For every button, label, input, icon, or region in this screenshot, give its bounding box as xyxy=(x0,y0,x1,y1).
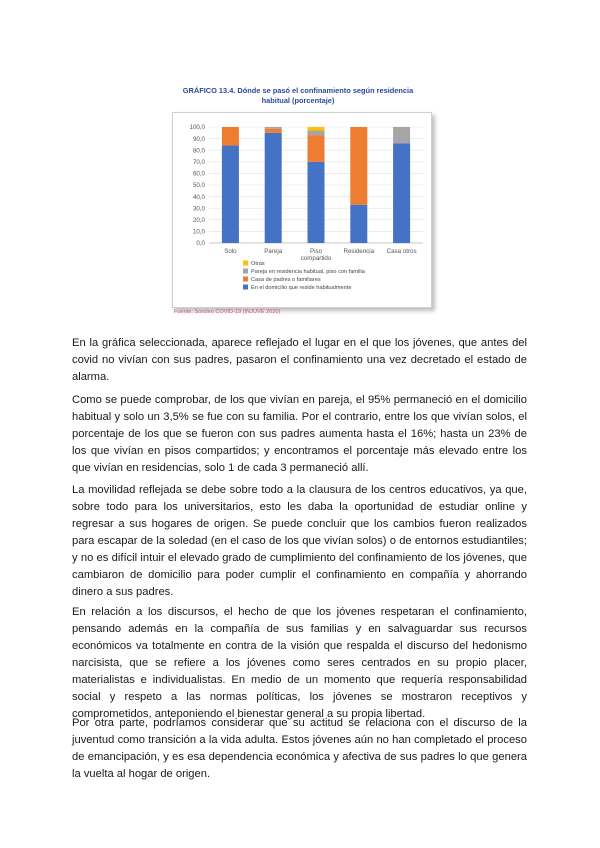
legend-swatch xyxy=(243,261,248,266)
y-tick-label: 80,0 xyxy=(192,147,205,155)
bar-segment xyxy=(308,162,325,243)
y-tick-label: 100,0 xyxy=(189,124,205,132)
y-tick-label: 30,0 xyxy=(192,205,205,213)
y-tick-label: 60,0 xyxy=(192,170,205,178)
bar-segment xyxy=(222,127,239,146)
x-tick-label: Casa otros xyxy=(386,248,417,255)
paragraph-4: En relación a los discursos, el hecho de que los jóvenes respetaran el confinamiento, pensando además en la compañía de sus familias y en salvaguardar sus recursos económicos va totalmente en contra de la visión que respalda el discurso del hedonismo narcisista, que se refiere a los jóvenes como seres centrados en su propio placer, materialistas e individualistas. En medio de un momento que requería responsabilidad social y respeto a las normas políticas, los jóvenes se mostraron receptivos y comprometidos, anteponiendo el bienestar general a su propia libertad. xyxy=(72,606,527,720)
bar-segment xyxy=(222,146,239,243)
x-tick-label: Pareja xyxy=(264,248,283,255)
legend-label: En el domicilio que reside habitualmente xyxy=(251,285,352,291)
chart-frame xyxy=(172,112,432,308)
x-tick-label: Piso xyxy=(309,248,323,255)
bar-segment xyxy=(308,127,325,130)
bar-segment xyxy=(265,129,282,133)
y-tick-label: 50,0 xyxy=(192,182,205,190)
legend-label: Casa de padres o familiares xyxy=(251,277,321,283)
bar-segment xyxy=(393,127,410,143)
paragraph-1: En la gráfica seleccionada, aparece reflejado el lugar en el que los jóvenes, que antes del covid no vivían con sus padres, pasaron el confinamiento una vez decretado el estado de alarma. xyxy=(72,337,527,383)
figure-source: Fuente: Sondeo COVID-19 (INJUVE 2020) xyxy=(174,309,281,315)
y-tick-label: 70,0 xyxy=(192,159,205,166)
y-tick-label: 40,0 xyxy=(192,193,205,201)
y-tick-label: 0,0 xyxy=(196,240,205,248)
legend-swatch xyxy=(243,285,248,290)
paragraph-5: Por otra parte, podríamos considerar que su actitud se relaciona con el discurso de la juventud como transición a la vida adulta. Estos jóvenes aún no han completado el proceso de emancipación, y es esa dependencia económica y afectiva de sus padres lo que genera la vuelta al hogar de origen. xyxy=(72,717,527,780)
stacked-bar-chart xyxy=(173,113,431,307)
figure-title-line-1: GRÁFICO 13.4. Dónde se pasó el confinamiento según residencia xyxy=(182,86,414,95)
bar-segment xyxy=(350,127,367,205)
x-tick-label: Residencia xyxy=(343,248,375,255)
bar-segment xyxy=(350,205,367,243)
bar-segment xyxy=(265,127,282,129)
legend-label: Otras xyxy=(251,261,265,267)
legend-label: Pareja en residencia habitual, piso con familia xyxy=(251,269,365,275)
legend-swatch xyxy=(243,277,248,282)
y-tick-label: 20,0 xyxy=(192,217,205,224)
y-tick-label: 10,0 xyxy=(192,228,205,236)
paragraph-3: La movilidad reflejada se debe sobre todo a la clausura de los centros educativos, ya que, sobre todo para los universitarios, esto les daba la oportunidad de estudiar online y regresar a sus hogares de origen. Se puede concluir que los cambios fueron realizados para escapar de la soledad (en el caso de los que vivían solos) o de entornos estudiantiles; y no es difícil intuir el elevado grado de cumplimiento del confinamiento de los jóvenes, que cambiaron de domicilio para poder cumplir el confinamiento en compañía y ahorrando dinero a sus padres. xyxy=(72,484,527,598)
figure-title-line-2: habitual (porcentaje) xyxy=(261,96,335,105)
x-tick-label: Solo xyxy=(224,248,237,255)
bar-segment xyxy=(308,130,325,135)
paragraph-2: Como se puede comprobar, de los que vivían en pareja, el 95% permaneció en el domicilio habitual y solo un 3,5% se fue con su familia. Por el contrario, entre los que vivían solos, el porcentaje de los que se fueron con sus padres aumenta hasta el 16%; hasta un 23% de los que vivían en pisos compartidos; y encontramos el porcentaje más elevado entre los que vivían en residencias, solo 1 de cada 3 permaneció allí. xyxy=(72,394,527,474)
y-tick-label: 90,0 xyxy=(192,135,205,143)
legend-swatch xyxy=(243,269,248,274)
figure-title xyxy=(168,86,428,106)
bar-segment xyxy=(393,143,410,243)
bar-segment xyxy=(308,135,325,162)
x-tick-label: compartido xyxy=(300,255,332,262)
bar-segment xyxy=(265,133,282,243)
